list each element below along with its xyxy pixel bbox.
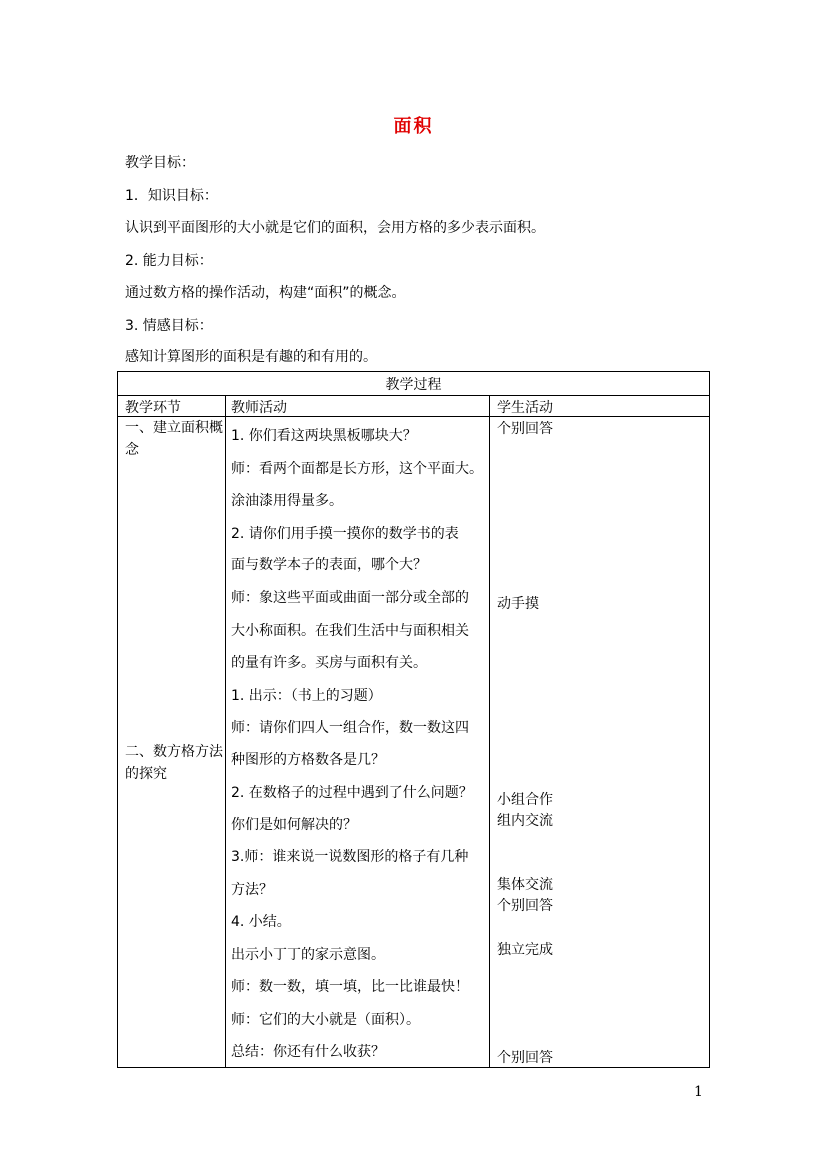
header-student: 学生活动 xyxy=(497,400,553,416)
student-line: 集体交流 xyxy=(497,877,553,893)
teacher-line: 4. 小结。 xyxy=(231,914,291,930)
page-number: 1 xyxy=(694,1084,703,1100)
student-line: 个别回答 xyxy=(497,421,553,437)
student-line: 独立完成 xyxy=(497,942,553,958)
emotion-label: 3. 情感目标： xyxy=(125,318,213,334)
teacher-line: 面与数学本子的表面，哪个大？ xyxy=(231,557,427,573)
teacher-line: 3.师：谁来说一说数图形的格子有几种 xyxy=(231,849,469,865)
teacher-line: 师：请你们四人一组合作，数一数这四 xyxy=(231,720,469,736)
teacher-line: 1. 出示：（书上的习题） xyxy=(231,688,382,704)
objectives-heading: 教学目标： xyxy=(125,155,195,171)
teacher-line: 1. 你们看这两块黑板哪块大？ xyxy=(231,428,417,444)
section-concept: 一、建立面积概念 xyxy=(125,420,223,458)
student-line: 小组合作 xyxy=(497,792,553,808)
section-grid-counting: 二、数方格方法的探究 xyxy=(125,744,223,782)
teaching-process-table xyxy=(117,371,710,1068)
emotion-text: 感知计算图形的面积是有趣的和有用的。 xyxy=(125,349,377,365)
teacher-line: 总结：你还有什么收获？ xyxy=(231,1044,385,1060)
teacher-line: 大小称面积。在我们生活中与面积相关 xyxy=(231,623,469,639)
teacher-line: 你们是如何解决的？ xyxy=(231,817,357,833)
table-divider xyxy=(118,395,709,396)
student-line: 动手摸 xyxy=(497,596,539,612)
table-caption: 教学过程 xyxy=(385,377,442,393)
student-line: 组内交流 xyxy=(497,813,553,829)
header-stage: 教学环节 xyxy=(125,400,181,416)
teacher-line: 2. 在数格子的过程中遇到了什么问题？ xyxy=(231,785,473,801)
teacher-line: 师：看两个面都是长方形，这个平面大。 xyxy=(231,461,483,477)
teacher-line: 师：象这些平面或曲面一部分或全部的 xyxy=(231,590,469,606)
teacher-line: 师：它们的大小就是（面积）。 xyxy=(231,1012,420,1028)
teacher-line: 涂油漆用得量多。 xyxy=(231,493,343,509)
column-divider xyxy=(489,395,490,1067)
knowledge-label: 1．知识目标： xyxy=(125,188,218,204)
teacher-line: 方法？ xyxy=(231,882,273,898)
teacher-line: 师：数一数，填一填，比一比谁最快！ xyxy=(231,979,469,995)
page-title: 面积 xyxy=(393,116,434,137)
student-line: 个别回答 xyxy=(497,898,553,914)
student-line: 个别回答 xyxy=(497,1050,553,1066)
ability-label: 2. 能力目标： xyxy=(125,253,213,269)
column-divider xyxy=(225,395,226,1067)
knowledge-text: 认识到平面图形的大小就是它们的面积，会用方格的多少表示面积。 xyxy=(125,220,545,236)
ability-text: 通过数方格的操作活动，构建“面积”的概念。 xyxy=(125,285,406,301)
teacher-line: 的量有许多。买房与面积有关。 xyxy=(231,655,427,671)
header-teacher: 教师活动 xyxy=(231,400,287,416)
teacher-line: 出示小丁丁的家示意图。 xyxy=(231,947,385,963)
teacher-line: 种图形的方格数各是几？ xyxy=(231,752,385,768)
teacher-line: 2. 请你们用手摸一摸你的数学书的表 xyxy=(231,526,459,542)
